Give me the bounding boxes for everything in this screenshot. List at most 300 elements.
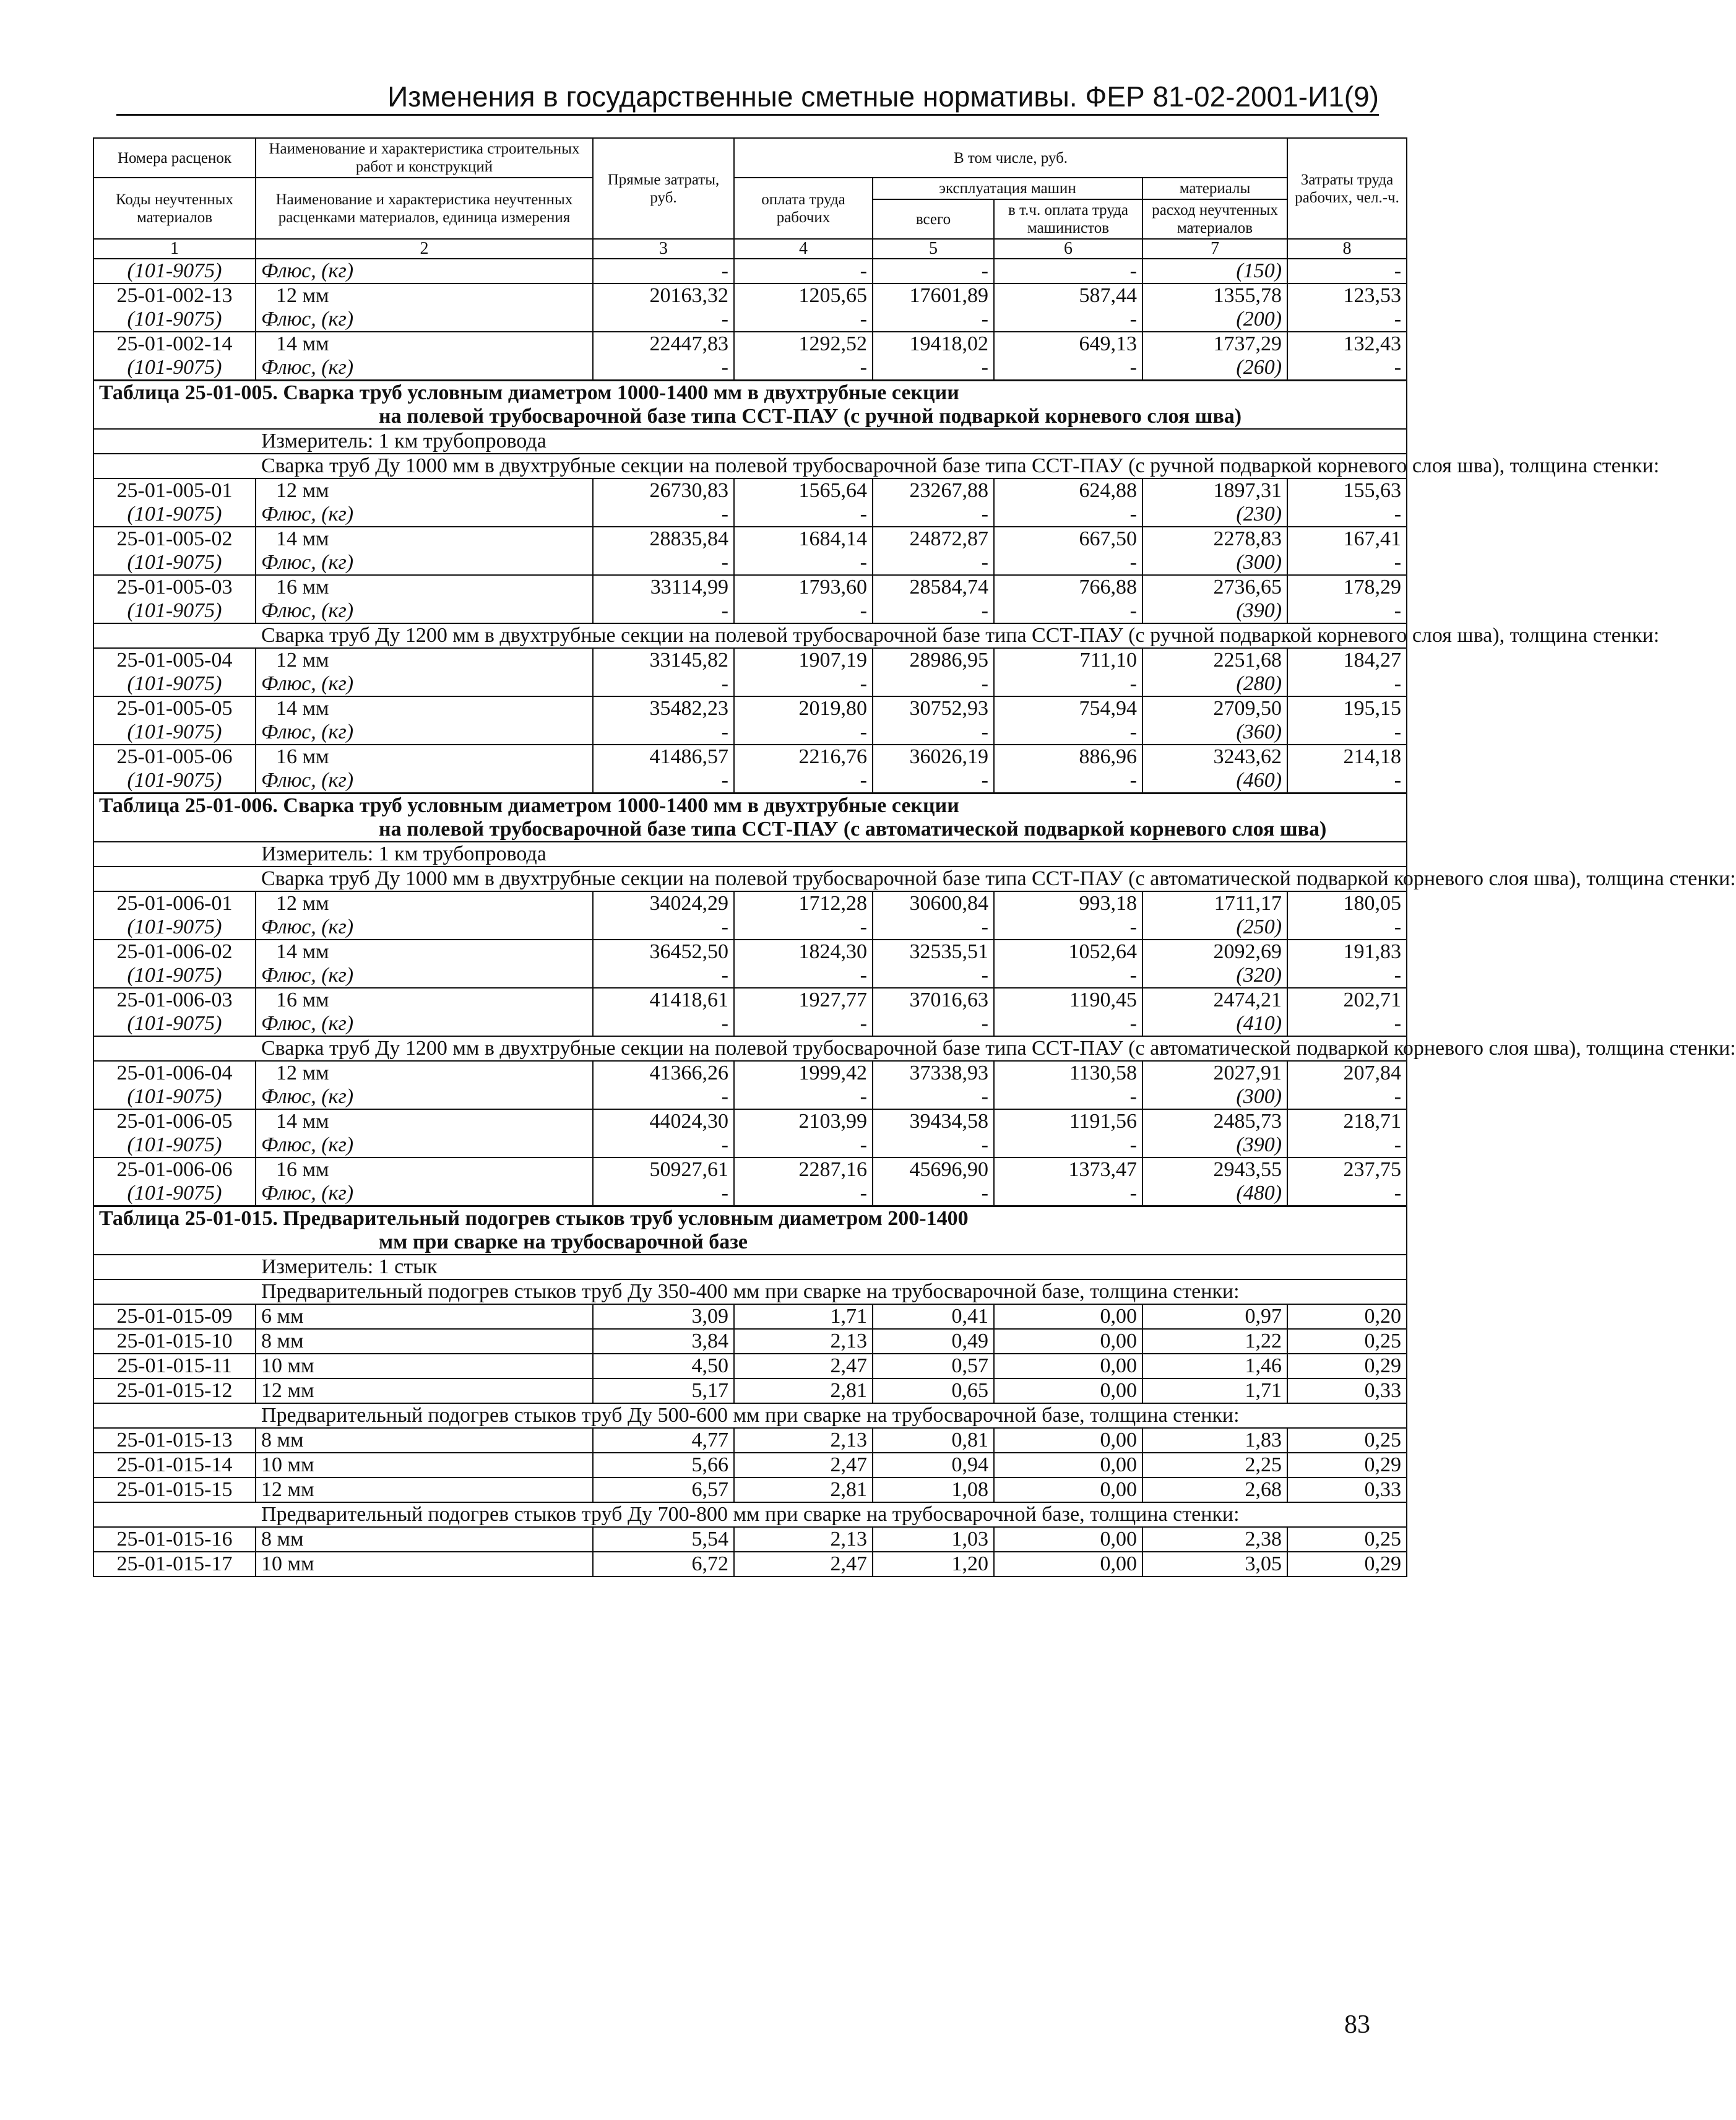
dash-value: -	[734, 551, 873, 575]
material-use-value: (300)	[1142, 551, 1287, 575]
labor-cost-value: 237,75	[1287, 1157, 1407, 1182]
labor-cost-value: 184,27	[1287, 648, 1407, 672]
group-description: Предварительный подогрев стыков труб Ду 500-600 мм при сварке на трубосварочной базе, толщина стенки:	[93, 1403, 1407, 1428]
materials-value: 2,68	[1142, 1478, 1287, 1502]
dash-value: -	[873, 915, 994, 940]
machinists-value: 766,88	[994, 575, 1142, 599]
table-title-rest: мм при сварке на трубосварочной базе	[379, 1231, 748, 1253]
col-name2: Наименование и характеристика неучтенных расценками материалов, единица измерения	[256, 178, 593, 239]
rate-code: 25-01-005-03	[93, 575, 256, 599]
machines-value: 45696,90	[873, 1157, 994, 1182]
machinists-value: 667,50	[994, 527, 1142, 551]
dash-value: -	[873, 503, 994, 527]
col-name: Наименование и характеристика строительных работ и конструкций	[256, 138, 593, 178]
dash-value: -	[593, 720, 734, 745]
materials-value: 2,38	[1142, 1527, 1287, 1552]
material-use-value: (150)	[1142, 259, 1287, 283]
measure-text: Измеритель: 1 км трубопровода	[93, 429, 1407, 454]
dash-value: -	[994, 259, 1142, 283]
dash-value: -	[593, 599, 734, 623]
col-num: 4	[734, 239, 873, 259]
dash-value: -	[994, 1012, 1142, 1036]
col-materials: материалы	[1142, 178, 1287, 199]
measure-text: Измеритель: 1 стык	[93, 1255, 1407, 1279]
machines-value: 1,08	[873, 1478, 994, 1502]
table-title-first: Сварка труб условным диаметром 1000-1400 мм в двухтрубные секции	[283, 381, 959, 404]
machinists-value: 0,00	[994, 1329, 1142, 1354]
labor-cost-value: 0,33	[1287, 1378, 1407, 1403]
work-name: 14 мм	[256, 696, 593, 720]
material-name: Флюс, (кг)	[256, 599, 593, 623]
dash-value: -	[734, 356, 873, 381]
labor-value: 2,47	[734, 1354, 873, 1378]
col-num: 2	[256, 239, 593, 259]
material-name: Флюс, (кг)	[256, 356, 593, 381]
machinists-value: 0,00	[994, 1304, 1142, 1329]
dash-value: -	[994, 1085, 1142, 1109]
work-name: 12 мм	[256, 478, 593, 503]
dash-value: -	[994, 308, 1142, 332]
machines-value: 0,57	[873, 1354, 994, 1378]
labor-value: 1712,28	[734, 891, 873, 915]
table-row	[93, 332, 1407, 356]
direct-value: 4,77	[593, 1428, 734, 1453]
dash-value: -	[1287, 1182, 1407, 1206]
machinists-value: 1052,64	[994, 940, 1142, 964]
materials-value: 2474,21	[1142, 988, 1287, 1012]
dash-value: -	[1287, 308, 1407, 332]
direct-value: 6,57	[593, 1478, 734, 1502]
table-row	[93, 1552, 1407, 1577]
material-name: Флюс, (кг)	[256, 259, 593, 283]
machines-value: 32535,51	[873, 940, 994, 964]
machinists-value: 886,96	[994, 745, 1142, 769]
table-row	[93, 720, 1407, 745]
dash-value: -	[1287, 769, 1407, 794]
labor-value: 2,13	[734, 1428, 873, 1453]
dash-value: -	[734, 672, 873, 696]
dash-value: -	[1287, 503, 1407, 527]
materials-value: 0,97	[1142, 1304, 1287, 1329]
dash-value: -	[734, 769, 873, 794]
machinists-value: 1191,56	[994, 1109, 1142, 1133]
machines-value: 28584,74	[873, 575, 994, 599]
labor-value: 2,81	[734, 1478, 873, 1502]
labor-value: 1793,60	[734, 575, 873, 599]
direct-value: 36452,50	[593, 940, 734, 964]
table-row	[93, 1453, 1407, 1478]
col-labor: оплата труда рабочих	[734, 178, 873, 239]
material-code: (101-9075)	[93, 551, 256, 575]
direct-value: 3,84	[593, 1329, 734, 1354]
dash-value: -	[994, 503, 1142, 527]
machines-value: 0,94	[873, 1453, 994, 1478]
machines-value: 24872,87	[873, 527, 994, 551]
work-name: 16 мм	[256, 745, 593, 769]
table-row	[93, 599, 1407, 623]
table-row	[93, 1085, 1407, 1109]
material-use-value: (320)	[1142, 964, 1287, 988]
rate-code: 25-01-002-13	[93, 283, 256, 308]
machinists-value: 1190,45	[994, 988, 1142, 1012]
dash-value: -	[994, 599, 1142, 623]
direct-value: 41486,57	[593, 745, 734, 769]
work-name: 6 мм	[256, 1304, 593, 1329]
labor-value: 2,81	[734, 1378, 873, 1403]
direct-value: 35482,23	[593, 696, 734, 720]
direct-value: 33114,99	[593, 575, 734, 599]
labor-cost-value: 178,29	[1287, 575, 1407, 599]
labor-cost-value: 207,84	[1287, 1061, 1407, 1085]
work-name: 8 мм	[256, 1428, 593, 1453]
dash-value: -	[734, 915, 873, 940]
material-code: (101-9075)	[93, 1085, 256, 1109]
material-code: (101-9075)	[93, 599, 256, 623]
material-name: Флюс, (кг)	[256, 964, 593, 988]
work-name: 10 мм	[256, 1552, 593, 1577]
header-row-1	[93, 138, 1407, 178]
labor-cost-value: 202,71	[1287, 988, 1407, 1012]
dash-value: -	[593, 1012, 734, 1036]
table-row	[93, 964, 1407, 988]
labor-value: 2019,80	[734, 696, 873, 720]
col-codes: Коды неучтенных материалов	[93, 178, 256, 239]
dash-value: -	[593, 259, 734, 283]
table-label: Таблица 25-01-015.	[99, 1207, 278, 1230]
labor-value: 1,71	[734, 1304, 873, 1329]
rate-code: 25-01-015-11	[93, 1354, 256, 1378]
labor-value: 1205,65	[734, 283, 873, 308]
table-row	[93, 1354, 1407, 1378]
material-use-value: (410)	[1142, 1012, 1287, 1036]
dash-value: -	[873, 1133, 994, 1157]
rate-code: 25-01-015-15	[93, 1478, 256, 1502]
table-title-row	[93, 1206, 1407, 1255]
dash-value: -	[593, 915, 734, 940]
material-code: (101-9075)	[93, 356, 256, 381]
machines-value: 1,20	[873, 1552, 994, 1577]
labor-cost-value: 0,20	[1287, 1304, 1407, 1329]
group-description-row	[93, 867, 1407, 891]
labor-value: 2287,16	[734, 1157, 873, 1182]
table-row	[93, 1061, 1407, 1085]
work-name: 14 мм	[256, 527, 593, 551]
table-title	[93, 381, 1407, 430]
dash-value: -	[593, 1133, 734, 1157]
labor-value: 2,13	[734, 1329, 873, 1354]
labor-cost-value: 0,29	[1287, 1354, 1407, 1378]
dash-value: -	[593, 1182, 734, 1206]
materials-value: 2709,50	[1142, 696, 1287, 720]
material-name: Флюс, (кг)	[256, 503, 593, 527]
table-title	[93, 1206, 1407, 1255]
material-name: Флюс, (кг)	[256, 1012, 593, 1036]
table-row	[93, 308, 1407, 332]
table-title-rest: на полевой трубосварочной базе типа ССТ-ПАУ (с автоматической подваркой корневого слоя шва)	[379, 818, 1327, 841]
materials-value: 1,71	[1142, 1378, 1287, 1403]
machinists-value: 0,00	[994, 1453, 1142, 1478]
labor-value: 1824,30	[734, 940, 873, 964]
direct-value: 34024,29	[593, 891, 734, 915]
material-name: Флюс, (кг)	[256, 1182, 593, 1206]
materials-value: 1,46	[1142, 1354, 1287, 1378]
machines-value: 23267,88	[873, 478, 994, 503]
group-description: Сварка труб Ду 1000 мм в двухтрубные секции на полевой трубосварочной базе типа ССТ-ПАУ (с ручной подваркой корневого слоя шва), толщина стенки:	[93, 454, 1407, 478]
dash-value: -	[1287, 551, 1407, 575]
labor-value: 2,13	[734, 1527, 873, 1552]
dash-value: -	[1287, 599, 1407, 623]
dash-value: -	[734, 308, 873, 332]
dash-value: -	[593, 551, 734, 575]
labor-cost-value: 0,25	[1287, 1329, 1407, 1354]
table-row	[93, 1133, 1407, 1157]
table-row	[93, 1182, 1407, 1206]
rate-code: 25-01-015-12	[93, 1378, 256, 1403]
machines-value: 0,49	[873, 1329, 994, 1354]
dash-value: -	[1287, 1012, 1407, 1036]
dash-value: -	[994, 769, 1142, 794]
rate-code: 25-01-006-01	[93, 891, 256, 915]
direct-value: 3,09	[593, 1304, 734, 1329]
dash-value: -	[873, 259, 994, 283]
dash-value: -	[734, 1085, 873, 1109]
work-name: 8 мм	[256, 1527, 593, 1552]
dash-value: -	[873, 599, 994, 623]
dash-value: -	[873, 769, 994, 794]
labor-cost-value: 0,29	[1287, 1552, 1407, 1577]
dash-value: -	[1287, 720, 1407, 745]
rate-code: 25-01-006-05	[93, 1109, 256, 1133]
dash-value: -	[734, 1012, 873, 1036]
dash-value: -	[873, 1085, 994, 1109]
table-row	[93, 575, 1407, 599]
labor-cost-value: 123,53	[1287, 283, 1407, 308]
materials-value: 2485,73	[1142, 1109, 1287, 1133]
material-name: Флюс, (кг)	[256, 308, 593, 332]
work-name: 10 мм	[256, 1453, 593, 1478]
material-use-value: (300)	[1142, 1085, 1287, 1109]
rate-code: 25-01-005-02	[93, 527, 256, 551]
work-name: 14 мм	[256, 332, 593, 356]
machines-value: 17601,89	[873, 283, 994, 308]
rates-table-body	[93, 138, 1736, 1577]
dash-value: -	[593, 964, 734, 988]
labor-value: 2216,76	[734, 745, 873, 769]
rate-code: 25-01-005-01	[93, 478, 256, 503]
materials-value: 3243,62	[1142, 745, 1287, 769]
direct-value: 22447,83	[593, 332, 734, 356]
table-title-first: Предварительный подогрев стыков труб условным диаметром 200-1400	[283, 1207, 969, 1230]
table-row	[93, 915, 1407, 940]
dash-value: -	[1287, 259, 1407, 283]
table-title-rest: на полевой трубосварочной базе типа ССТ-ПАУ (с ручной подваркой корневого слоя шва)	[379, 405, 1242, 428]
machines-value: 39434,58	[873, 1109, 994, 1133]
group-description: Предварительный подогрев стыков труб Ду 350-400 мм при сварке на трубосварочной базе, толщина стенки:	[93, 1279, 1407, 1304]
direct-value: 5,66	[593, 1453, 734, 1478]
table-row	[93, 259, 1407, 283]
dash-value: -	[873, 1182, 994, 1206]
machinists-value: 754,94	[994, 696, 1142, 720]
table-row	[93, 672, 1407, 696]
machines-value: 30600,84	[873, 891, 994, 915]
direct-value: 20163,32	[593, 283, 734, 308]
dash-value: -	[734, 259, 873, 283]
material-use-value: (480)	[1142, 1182, 1287, 1206]
machines-value: 37016,63	[873, 988, 994, 1012]
dash-value: -	[873, 356, 994, 381]
table-row	[93, 745, 1407, 769]
direct-value: 50927,61	[593, 1157, 734, 1182]
material-code: (101-9075)	[93, 769, 256, 794]
work-name: 12 мм	[256, 1061, 593, 1085]
materials-value: 1355,78	[1142, 283, 1287, 308]
material-name: Флюс, (кг)	[256, 720, 593, 745]
col-direct: Прямые затраты, руб.	[593, 138, 734, 239]
material-use-value: (280)	[1142, 672, 1287, 696]
labor-value: 1927,77	[734, 988, 873, 1012]
labor-cost-value: 0,25	[1287, 1428, 1407, 1453]
material-code: (101-9075)	[93, 1012, 256, 1036]
column-numbers-row	[93, 239, 1407, 259]
materials-value: 1897,31	[1142, 478, 1287, 503]
page-number: 83	[1344, 2010, 1370, 2039]
labor-value: 2,47	[734, 1453, 873, 1478]
labor-cost-value: 132,43	[1287, 332, 1407, 356]
direct-value: 33145,82	[593, 648, 734, 672]
machinists-value: 0,00	[994, 1527, 1142, 1552]
table-row	[93, 769, 1407, 794]
machinists-value: 1373,47	[994, 1157, 1142, 1182]
col-labor-cost: Затраты труда рабочих, чел.-ч.	[1287, 138, 1407, 239]
rate-code: 25-01-006-04	[93, 1061, 256, 1085]
material-code: (101-9075)	[93, 720, 256, 745]
group-description-row	[93, 1279, 1407, 1304]
dash-value: -	[873, 1012, 994, 1036]
work-name: 12 мм	[256, 283, 593, 308]
machinists-value: 649,13	[994, 332, 1142, 356]
rate-code: 25-01-005-06	[93, 745, 256, 769]
material-use-value: (260)	[1142, 356, 1287, 381]
table-row	[93, 1012, 1407, 1036]
labor-value: 2103,99	[734, 1109, 873, 1133]
direct-value: 26730,83	[593, 478, 734, 503]
dash-value: -	[734, 1133, 873, 1157]
rate-code: 25-01-006-03	[93, 988, 256, 1012]
labor-cost-value: 0,29	[1287, 1453, 1407, 1478]
work-name: 16 мм	[256, 1157, 593, 1182]
group-description-row	[93, 1403, 1407, 1428]
dash-value: -	[593, 672, 734, 696]
work-name: 12 мм	[256, 648, 593, 672]
group-description: Сварка труб Ду 1200 мм в двухтрубные секции на полевой трубосварочной базе типа ССТ-ПАУ (с автоматической подваркой корневого слоя шва), толщина стенки:	[93, 1036, 1407, 1061]
dash-value: -	[593, 356, 734, 381]
dash-value: -	[994, 551, 1142, 575]
work-name: 12 мм	[256, 1378, 593, 1403]
rate-code: 25-01-015-09	[93, 1304, 256, 1329]
dash-value: -	[734, 964, 873, 988]
work-name: 14 мм	[256, 940, 593, 964]
rate-code: 25-01-015-17	[93, 1552, 256, 1577]
material-use-value: (460)	[1142, 769, 1287, 794]
rate-code: 25-01-005-04	[93, 648, 256, 672]
table-row	[93, 356, 1407, 381]
table-row	[93, 891, 1407, 915]
col-num: 7	[1142, 239, 1287, 259]
table-row	[93, 551, 1407, 575]
labor-value: 1292,52	[734, 332, 873, 356]
col-num: 3	[593, 239, 734, 259]
dash-value: -	[734, 1182, 873, 1206]
material-name: Флюс, (кг)	[256, 551, 593, 575]
direct-value: 28835,84	[593, 527, 734, 551]
material-name: Флюс, (кг)	[256, 1133, 593, 1157]
col-machines: эксплуатация машин	[873, 178, 1142, 199]
dash-value: -	[1287, 356, 1407, 381]
measure-row	[93, 842, 1407, 867]
dash-value: -	[994, 1133, 1142, 1157]
machinists-value: 0,00	[994, 1428, 1142, 1453]
materials-value: 2943,55	[1142, 1157, 1287, 1182]
dash-value: -	[994, 1182, 1142, 1206]
rate-code: 25-01-002-14	[93, 332, 256, 356]
table-row	[93, 696, 1407, 720]
table-label: Таблица 25-01-006.	[99, 794, 278, 817]
table-title	[93, 794, 1407, 842]
table-row	[93, 527, 1407, 551]
machines-value: 36026,19	[873, 745, 994, 769]
group-description-row	[93, 623, 1407, 648]
col-num: 5	[873, 239, 994, 259]
rate-code: 25-01-005-05	[93, 696, 256, 720]
group-description-row	[93, 1502, 1407, 1527]
labor-value: 1999,42	[734, 1061, 873, 1085]
materials-value: 2092,69	[1142, 940, 1287, 964]
col-rate-numbers: Номера расценок	[93, 138, 256, 178]
rate-code: 25-01-015-13	[93, 1428, 256, 1453]
machines-value: 30752,93	[873, 696, 994, 720]
direct-value: 44024,30	[593, 1109, 734, 1133]
work-name: 14 мм	[256, 1109, 593, 1133]
materials-value: 1,22	[1142, 1329, 1287, 1354]
measure-text: Измеритель: 1 км трубопровода	[93, 842, 1407, 867]
measure-row	[93, 429, 1407, 454]
material-name: Флюс, (кг)	[256, 769, 593, 794]
dash-value: -	[1287, 1133, 1407, 1157]
labor-cost-value: 218,71	[1287, 1109, 1407, 1133]
work-name: 12 мм	[256, 1478, 593, 1502]
machinists-value: 624,88	[994, 478, 1142, 503]
materials-value: 2278,83	[1142, 527, 1287, 551]
material-use-value: (250)	[1142, 915, 1287, 940]
dash-value: -	[994, 964, 1142, 988]
direct-value: 5,54	[593, 1527, 734, 1552]
group-description: Сварка труб Ду 1200 мм в двухтрубные секции на полевой трубосварочной базе типа ССТ-ПАУ (с ручной подваркой корневого слоя шва), толщина стенки:	[93, 623, 1407, 648]
rate-code: 25-01-015-10	[93, 1329, 256, 1354]
direct-value: 41418,61	[593, 988, 734, 1012]
dash-value: -	[873, 308, 994, 332]
material-name: Флюс, (кг)	[256, 915, 593, 940]
materials-value: 2027,91	[1142, 1061, 1287, 1085]
table-row	[93, 1378, 1407, 1403]
col-including: В том числе, руб.	[734, 138, 1287, 178]
col-machinists: в т.ч. оплата труда машинистов	[994, 199, 1142, 239]
machinists-value: 0,00	[994, 1378, 1142, 1403]
labor-cost-value: 0,33	[1287, 1478, 1407, 1502]
dash-value: -	[873, 720, 994, 745]
dash-value: -	[1287, 672, 1407, 696]
dash-value: -	[593, 308, 734, 332]
machines-value: 0,41	[873, 1304, 994, 1329]
